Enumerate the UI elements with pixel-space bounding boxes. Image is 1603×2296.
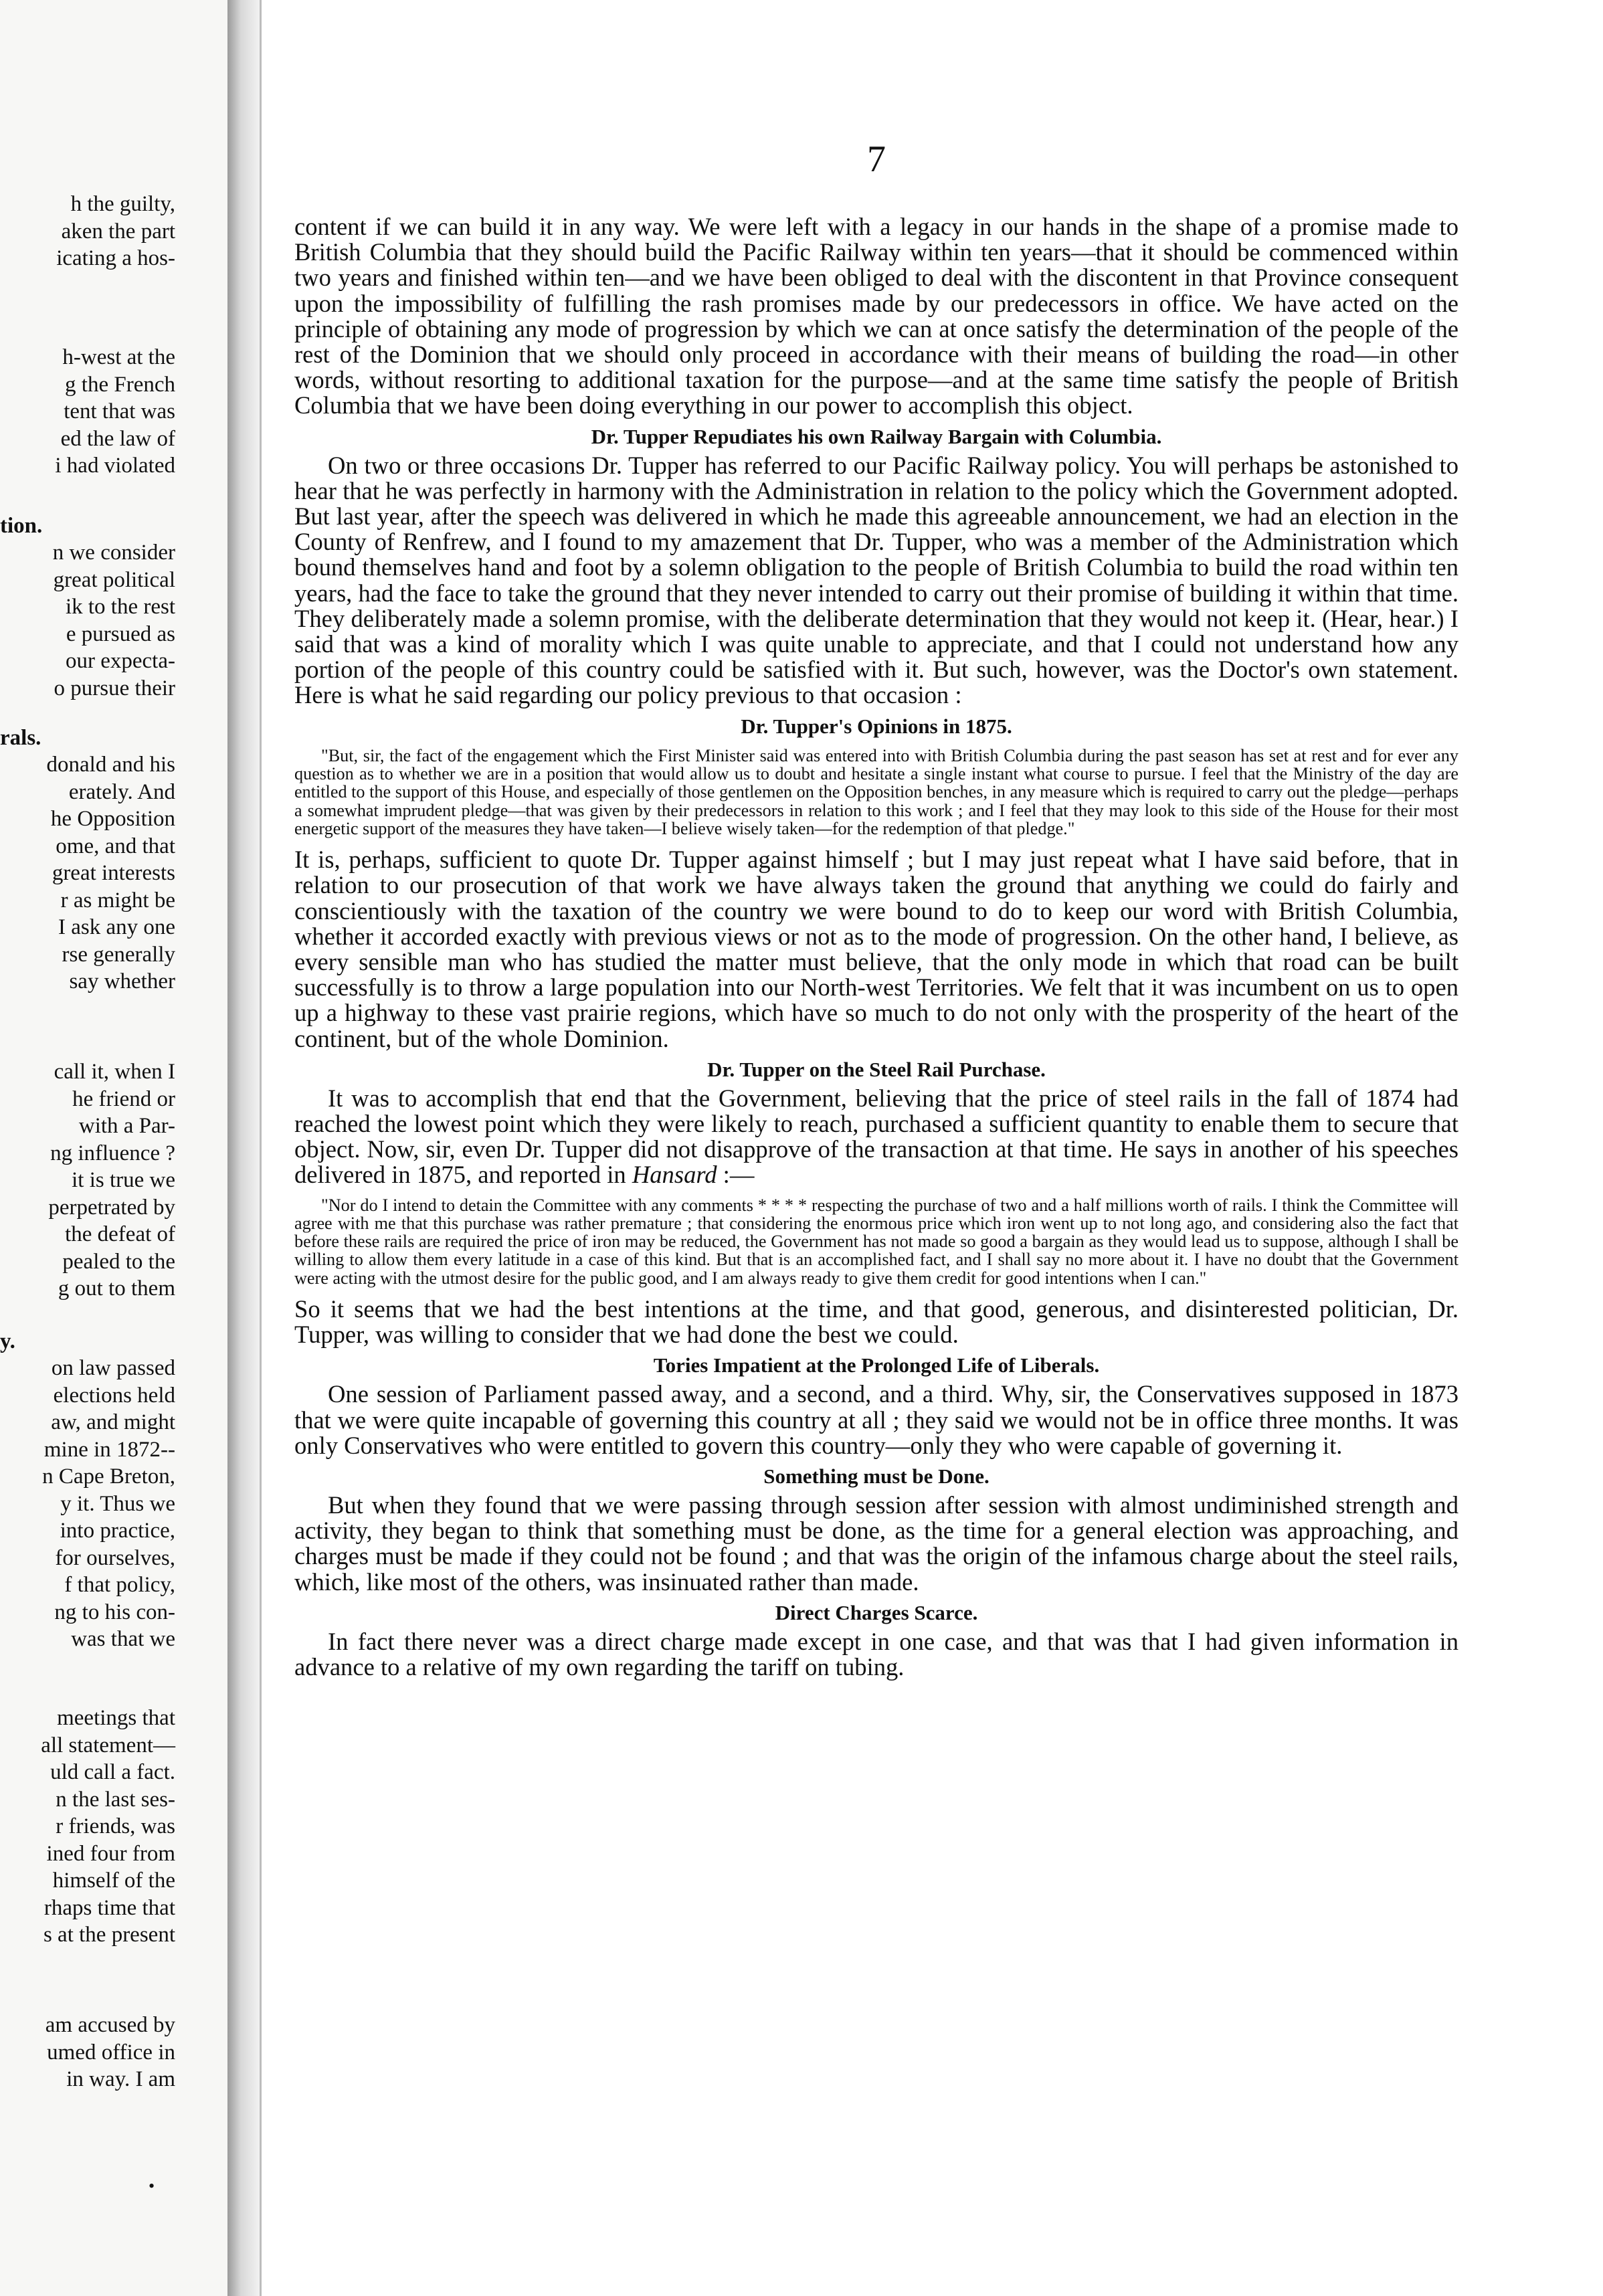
facing-page-line: our expecta- [66, 649, 175, 673]
facing-page-line: r as might be [60, 888, 175, 913]
facing-page-line: o pursue their [54, 676, 175, 700]
facing-page-line: I ask any one [58, 915, 175, 939]
facing-page-line: was that we [71, 1627, 175, 1651]
facing-page-line: erately. And [68, 779, 175, 804]
section-heading: Dr. Tupper Repudiates his own Railway Bargain with Columbia. [591, 424, 1162, 448]
facing-page-line: n Cape Breton, [42, 1464, 175, 1489]
facing-page-line: g the French [65, 372, 175, 397]
facing-page-line: ed the law of [60, 426, 175, 451]
facing-page-line: e pursued as [66, 621, 175, 646]
facing-page-fragment [0, 191, 175, 272]
section-heading: Direct Charges Scarce. [775, 1600, 978, 1624]
section-heading: Tories Impatient at the Prolonged Life of Liberals. [653, 1353, 1100, 1377]
facing-page-line: n the last ses- [56, 1787, 175, 1812]
facing-page-fragment [0, 2012, 175, 2093]
facing-page-line: say whether [69, 969, 175, 993]
facing-page [0, 0, 227, 2296]
facing-page-line: perpetrated by [48, 1195, 175, 1220]
facing-page-line: mine in 1872-- [43, 1437, 175, 1462]
book-gutter [227, 0, 261, 2296]
facing-page-heading: y. [0, 1329, 15, 1353]
facing-page-fragment [0, 1705, 175, 1949]
facing-page-line: pealed to the [62, 1249, 175, 1274]
section-heading: Something must be Done. [763, 1464, 989, 1489]
facing-page-line: in way. I am [66, 2067, 175, 2091]
facing-page-line: on law passed [51, 1356, 175, 1380]
body-paragraph: But when they found that we were passing through session after session with almost undiminished strength and activity, they began to think that something must be done, as the time for a general election was approaching, and charges must be made if they could not be found ; and that was the origin of the infamous charge about the steel rails, which, like most of the others, was insinuated rather than made. [294, 1491, 1458, 1596]
facing-page-fragment [0, 725, 175, 995]
body-paragraph: So it seems that we had the best intentions at the time, and that good, generous, and disinterested politician, Dr. Tupper, was willing to consider that we had done the best we could. [294, 1295, 1458, 1349]
facing-page-line: i had violated [55, 454, 175, 478]
facing-page-line: ik to the rest [65, 595, 175, 619]
facing-page-fragment [0, 1328, 175, 1653]
page-body [294, 214, 1458, 1680]
facing-page-line: h the guilty, [70, 192, 175, 216]
page-edge [260, 0, 262, 2296]
body-paragraph-text: It was to accomplish that end that the Government, believing that the price of steel rails in the fall of 1874 had reached the lowest point which they were likely to reach, purchased a sufficient quantity to enable them to secure that object. Now, sir, even Dr. Tupper did not disapprove of the transaction at that time. He says in another of his speeches delivered in 1875, and reported in [294, 1084, 1458, 1189]
section-heading: Dr. Tupper's Opinions in 1875. [741, 714, 1012, 738]
facing-page-line: f that policy, [64, 1573, 175, 1597]
page-number: 7 [867, 138, 886, 180]
facing-page-line: with a Par- [78, 1114, 175, 1138]
body-paragraph: It is, perhaps, sufficient to quote Dr. Tupper against himself ; but I may just repeat what I have said before, that in relation to our prosecution of that work we have always taken the ground that anything we could do fairly and conscientiously with the taxation of the country we were bound to do to keep our word with British Columbia, whether it accorded exactly with previous views or not as to the mode of progression. On the other hand, I believe, as every sensible man who has studied the matter must believe, that the only mode in which that road can be built successfully is to throw a large population into our North-west Territories. We felt that it was incumbent on us to open up a highway to these vast prairie regions, which have so much to do not only with the prosperity of the heart of the continent, but of the whole Dominion. [294, 846, 1458, 1052]
facing-page-line: rse generally [62, 942, 175, 967]
body-paragraph [294, 1086, 1458, 1188]
facing-page-line: call it, when I [54, 1060, 175, 1084]
facing-page-heading: tion. [0, 514, 43, 538]
facing-page-line: aw, and might [51, 1410, 175, 1434]
facing-page-line: all statement— [41, 1733, 175, 1757]
facing-page-line: great interests [52, 861, 175, 885]
facing-page-line: tent that was [64, 399, 175, 423]
facing-page-heading: rals. [0, 726, 41, 750]
intro-paragraph: content if we can build it in any way. We were left with a legacy in our hands in the shape of a promise made to British Columbia that they should build the Pacific Railway within ten years—that it should be commenced within two years and finished within ten—and we have been obliged to deal with the discontent in that Province consequent upon the impossibility of fulfilling the rash promises made by our predecessors in office. We have acted on the principle of obtaining any mode of progression by which we can at once satisfy the determination of the people of the rest of the Dominion that we should only proceed in accordance with their means of building the road—in other words, without resorting to additional taxation for the purpose—and at the same time satisfy the people of British Columbia that we have been doing everything in our power to accomplish this object. [294, 213, 1458, 419]
facing-page-line: umed office in [47, 2040, 175, 2065]
facing-page-line: elections held [53, 1383, 175, 1408]
facing-page-fragment [0, 344, 175, 480]
section-heading: Dr. Tupper on the Steel Rail Purchase. [707, 1057, 1046, 1081]
facing-page-line: g out to them [58, 1276, 175, 1301]
hansard-reference: Hansard [632, 1161, 717, 1189]
facing-page-line: rhaps time that [43, 1895, 175, 1920]
body-paragraph: One session of Parliament passed away, and a second, and a third. Why, sir, the Conservatives supposed in 1873 that we were quite incapable of governing this country at all ; they said we would not be in office three months. It was only Conservatives who were entitled to govern this country—only they who were capable of governing it. [294, 1380, 1458, 1459]
hansard-suffix: :— [717, 1161, 755, 1189]
facing-page-line: aken the part [61, 219, 175, 244]
facing-page-line: ined four from [46, 1841, 175, 1866]
facing-page-line: he Opposition [50, 807, 175, 831]
facing-page-line: y it. Thus we [60, 1491, 175, 1516]
block-quote: "Nor do I intend to detain the Committee with any comments * * * * respecting the purchase of two and a half millions worth of rails. I think the Committee will agree with me that this purchase was rather premature ; that considering the enormous price which iron went up to not long ago, and considering also the fact that before these rails are required the price of iron may be reduced, the Government has not made so good a bargain as they would lead us to suppose, although I shall be willing to allow them every latitude in a case of this kind. But that is an accomplished fact, and I shall say no more about it. I have no doubt that the Government were acting with the utmost desire for the public good, and I am always ready to give them credit for good intentions when I can." [294, 1195, 1458, 1288]
main-page [294, 0, 1458, 2296]
facing-page-line: he friend or [72, 1086, 175, 1111]
facing-page-line: ng to his con- [54, 1600, 175, 1624]
facing-page-line: great political [53, 567, 175, 592]
facing-page-line: r friends, was [56, 1814, 175, 1838]
facing-page-line: meetings that [57, 1706, 175, 1730]
facing-page-line: am accused by [45, 2013, 175, 2037]
facing-page-line: the defeat of [65, 1222, 175, 1246]
facing-page-line: donald and his [46, 753, 175, 777]
block-quote: "But, sir, the fact of the engagement which the First Minister said was entered into with British Columbia during the past season has set at rest and for ever any question as to whether we are in a position that would allow us to doubt and hesitate a single instant what course to pursue. I feel that the Ministry of the day are entitled to the support of this House, and especially of those gentlemen on the Opposition benches, in any measure which is required to carry out the pledge—perhaps a somewhat imprudent pledge—that was given by their predecessors in relation to this work ; and I feel that they may look to this side of the House for their most energetic support of the measures they have taken—I believe wisely taken—for the redemption of that pledge." [294, 745, 1458, 838]
body-paragraph: In fact there never was a direct charge made except in one case, and that was that I had given information in advance to a relative of my own regarding the tariff on tubing. [294, 1627, 1458, 1681]
facing-page-line: h-west at the [62, 345, 175, 369]
facing-page-line: ng influence ? [50, 1141, 175, 1165]
facing-page-line: uld call a fact. [50, 1760, 175, 1784]
facing-page-line: into practice, [60, 1519, 175, 1543]
ink-speck-mark: • [149, 2176, 155, 2196]
body-paragraph: On two or three occasions Dr. Tupper has referred to our Pacific Railway policy. You will perhaps be astonished to hear that he was perfectly in harmony with the Administration in relation to the policy which the Government adopted. But last year, after the speech was delivered in which he made this agreeable announcement, we had an election in the County of Renfrew, and I found to my amazement that Dr. Tupper, who was a member of the Administration which bound themselves hand and foot by a solemn obligation to the people of British Columbia to build the road within ten years, had the face to take the ground that they never intended to carry out their promise of building it within that time. They deliberately made a solemn promise, with the deliberate determination that they would not keep it. (Hear, hear.) I said that was a kind of morality which I was quite unable to appreciate, and that I could not understand how any portion of the people of this country could be satisfied with it. But such, however, was the Doctor's own statement. Here is what he said regarding our policy previous to that occasion : [294, 451, 1458, 709]
facing-page-fragment [0, 512, 175, 702]
facing-page-line: ome, and that [56, 834, 175, 858]
facing-page-line: for ourselves, [55, 1545, 175, 1570]
facing-page-line: icating a hos- [56, 246, 175, 270]
facing-page-line: n we consider [52, 541, 175, 565]
facing-page-line: himself of the [52, 1869, 175, 1893]
facing-page-line: it is true we [72, 1168, 175, 1192]
facing-page-line: s at the present [43, 1923, 175, 1947]
facing-page-fragment [0, 1058, 175, 1303]
